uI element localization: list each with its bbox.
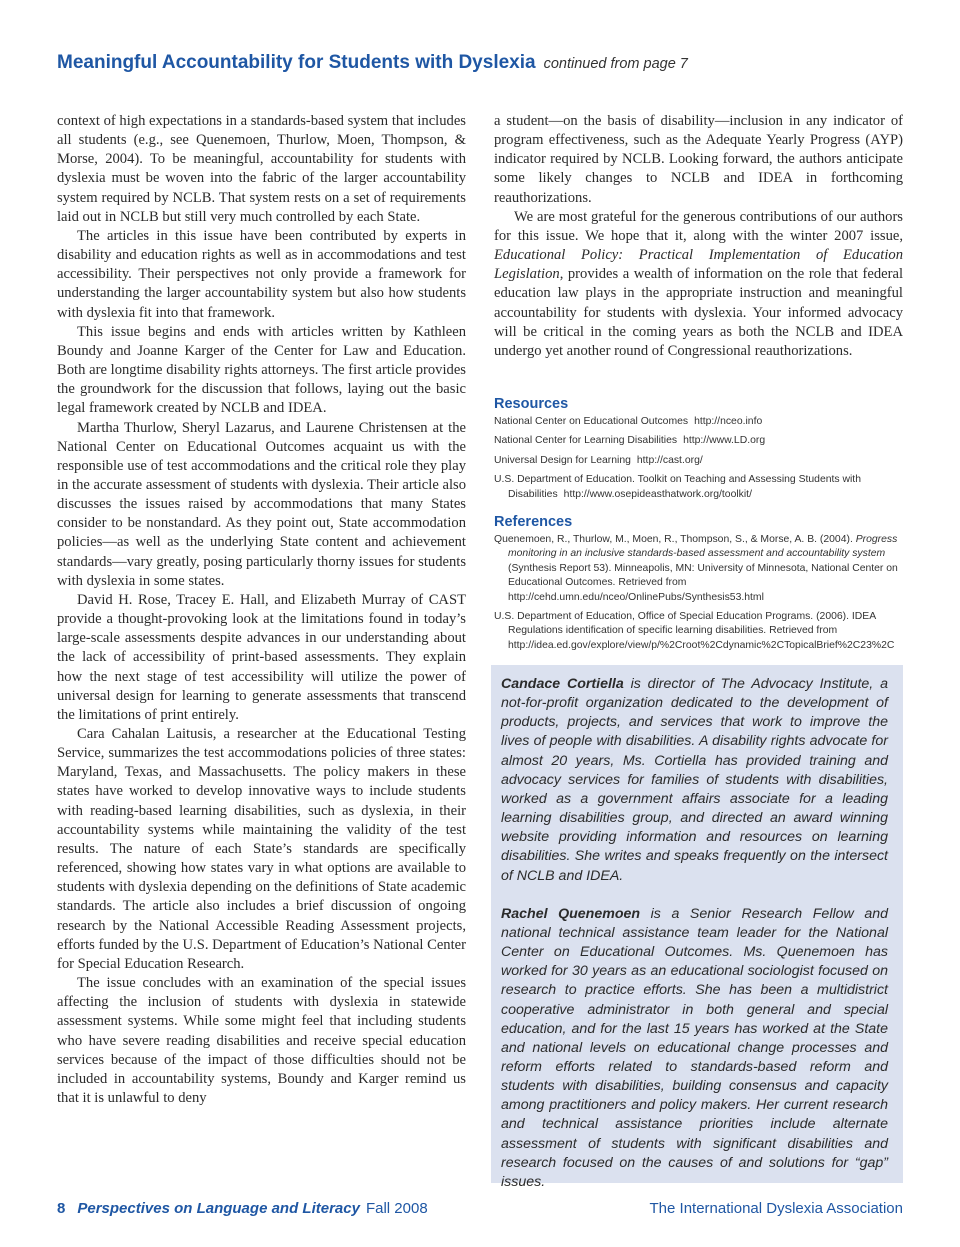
article-header	[57, 52, 688, 74]
author-bios	[501, 675, 888, 1192]
page-number: 8	[57, 1200, 66, 1217]
publication-name: Perspectives on Language and Literacy	[77, 1200, 360, 1217]
resource-item	[494, 473, 914, 502]
body-paragraph	[494, 208, 903, 361]
reference-text: (Synthesis Report 53). Minneapolis, MN: University of Minnesota, National Center on Educational Outcomes. Retrieved from http://cehd.umn.edu/nceo/OnlinePubs/Synthesis53.html	[508, 562, 898, 603]
body-paragraph: Martha Thurlow, Sheryl Lazarus, and Laurene Christensen at the National Center on Educational Outcomes acquaint us with the responsible use of test accommodations and the critical role they play in the accurate assessment of students with dyslexia. Their article also discusses the issues raised by accommodations that many States consider to be nonstandard. As they point out, State accommodation policies—as well as the underlying State content and achievement standards—vary greatly, posing particularly thorny issues for students with dyslexia in some states.	[57, 419, 466, 589]
author-bio-box	[491, 665, 903, 1190]
body-paragraph: The articles in this issue have been contributed by experts in disability and education rights as well as in accommodations and test accessibility. Their perspectives not only provide a framework for understanding the larger accountability system but also how students with dyslexia fit into that framework.	[57, 227, 466, 321]
organization-name: The International Dyslexia Association	[649, 1200, 903, 1217]
resource-item	[494, 415, 914, 429]
resource-name: U.S. Department of Education. Toolkit on Teaching and Assessing Students with Disabilities	[494, 474, 861, 500]
reference-item	[494, 533, 914, 605]
author-bio-text: is a Senior Research Fellow and national technical assistance team leader for the National Center on Educational Outcomes. Ms. Quenemoen has worked for 30 years as an educational sociologist focused on research to practice efforts. She has been a multidistrict cooperative administrator in both general and special education, and for the last 15 years has worked at the State and national levels on educational change processes and reform efforts related to standards-based reform and students with disabilities, building consensus and capacity among practitioners and policy makers. Her current research and technical assistance priorities include alternate assessment of students with significant disabilities and research focused on the causes of and solutions for “gap” issues.	[501, 905, 888, 1190]
resource-item	[494, 434, 914, 448]
right-column	[494, 112, 903, 361]
resource-name: National Center on Educational Outcomes	[494, 416, 689, 427]
cited-issue-title: Educational Policy: Practical Implementation of Education Legislation	[494, 247, 903, 283]
body-paragraph: David H. Rose, Tracey E. Hall, and Elizabeth Murray of CAST provide a thought-provoking look at the limitations found in today’s large-scale assessments despite advances in our understanding about the lack of accessibility of print-based assessments. They explain how the next stage of test accessibility will utilize the power of universal design for learning to generate assessments that transcend the limitations of print entirely.	[57, 591, 466, 723]
reference-text: U.S. Department of Education, Office of Special Education Programs. (2006). IDEA Regulations identification of specific learning disabilities. Retrieved from http://idea.ed.gov/explore/view/p/%2Croot%2Cdynamic%2CTopicalBrief%2C23%2C	[494, 611, 895, 651]
resource-name: National Center for Learning Disabilities	[494, 435, 678, 447]
continued-note: continued from page 7	[543, 56, 688, 72]
body-paragraph: context of high expectations in a standards-based system that includes all students (e.g., see Quenemoen, Thurlow, Moen, Thompson, & Morse, 2004). To be meaningful, accountability for students with dyslexia must be woven into the fabric of the larger accountability system required by NCLB. That system rests on a set of requirements laid out in NCLB but still very much controlled by each State.	[57, 113, 466, 225]
references-section	[494, 514, 914, 653]
body-paragraph: This issue begins and ends with articles written by Kathleen Boundy and Joanne Karger of the Center for Law and Education. Both are longtime disability rights attorneys. The first article provides the groundwork for the discussion that follows, laying out the basic legal framework created by NCLB and IDEA.	[57, 323, 466, 417]
resources-heading: Resources	[494, 396, 569, 412]
resource-link[interactable]: http://www.osepideasthatwork.org/toolkit/	[563, 488, 752, 500]
page-footer	[57, 1200, 903, 1217]
author-name: Rachel Quenemoen	[501, 905, 641, 922]
author-name: Candace Cortiella	[501, 676, 624, 692]
author-bio-text: is director of The Advocacy Institute, a not-for-profit organization dedicated to the development of products, projects, and services that work to improve the lives of people with disabilities. A disability rights advocate for almost 20 years, Ms. Cortiella has provided training and advocacy services for families of students with disabilities, worked as a government affairs associate for a leading learning disabilities group, and directed an award winning website providing information and resources on learning disabilities. She writes and speaks frequently on the intersect of NCLB and IDEA.	[501, 676, 888, 884]
resource-link[interactable]: http://www.LD.org	[683, 435, 766, 447]
reference-item	[494, 610, 914, 653]
resource-item	[494, 454, 914, 468]
article-title: Meaningful Accountability for Students with Dyslexia	[57, 52, 536, 73]
resource-link[interactable]: http://cast.org/	[636, 454, 703, 466]
author-bio	[501, 675, 888, 886]
body-paragraph: The issue concludes with an examination of the special issues affecting the inclusion of students with dyslexia in statewide assessment systems. While some might feel that including students who have severe reading disabilities and receive special education services because of the impact of those difficulties should not be included in accountability systems, Boundy and Karger remind us that it is unlawful to deny	[57, 975, 466, 1106]
paragraph-text: We are most grateful for the generous contributions of our authors for this issue. We hope that it, along with the winter 2007 issue,	[494, 208, 903, 244]
reference-text: Quenemoen, R., Thurlow, M., Moen, R., Thompson, S., & Morse, A. B. (2004).	[494, 534, 856, 545]
body-paragraph: Cara Cahalan Laitusis, a researcher at the Educational Testing Service, summarizes the test accommodations policies of three states: Maryland, Texas, and Massachusetts. The policy makers in these states have worked to develop innovative ways to include students with reading-based learning disabilities, such as dyslexia, in their accountability systems while maintaining the validity of the test results. The nature of each State’s standards are specifically referenced, showing how states vary in what options are available to students with dyslexia depending on the definitions of State academic standards. The article also includes a brief discussion of ongoing research by the National Accessible Reading Assessment projects, efforts funded by the U.S. Department of Education’s National Center for Special Education Research.	[57, 726, 466, 972]
left-column	[57, 112, 466, 1108]
paragraph-text: , provides a wealth of information on the role that federal education law plays in the appropriate instruction and meaningful accountability for students with dyslexia. Your informed advocacy will be critical in the coming years as both the NCLB and IDEA undergo yet another round of Congressional reauthorizations.	[494, 266, 903, 359]
resource-name: Universal Design for Learning	[494, 454, 631, 466]
references-heading: References	[494, 514, 573, 530]
resources-section	[494, 396, 914, 502]
reference-title: Progress monitoring in an inclusive standards-based assessment and accountability system	[508, 534, 898, 560]
body-paragraph: a student—on the basis of disability—inclusion in any indicator of program effectiveness, such as the Adequate Yearly Progress (AYP) indicator required by NCLB. Looking forward, the authors anticipate some likely changes to NCLB and IDEA in forthcoming reauthorizations.	[494, 113, 903, 206]
author-bio	[501, 905, 888, 1192]
issue-date: Fall 2008	[365, 1200, 428, 1217]
resource-link[interactable]: http://nceo.info	[694, 416, 763, 427]
